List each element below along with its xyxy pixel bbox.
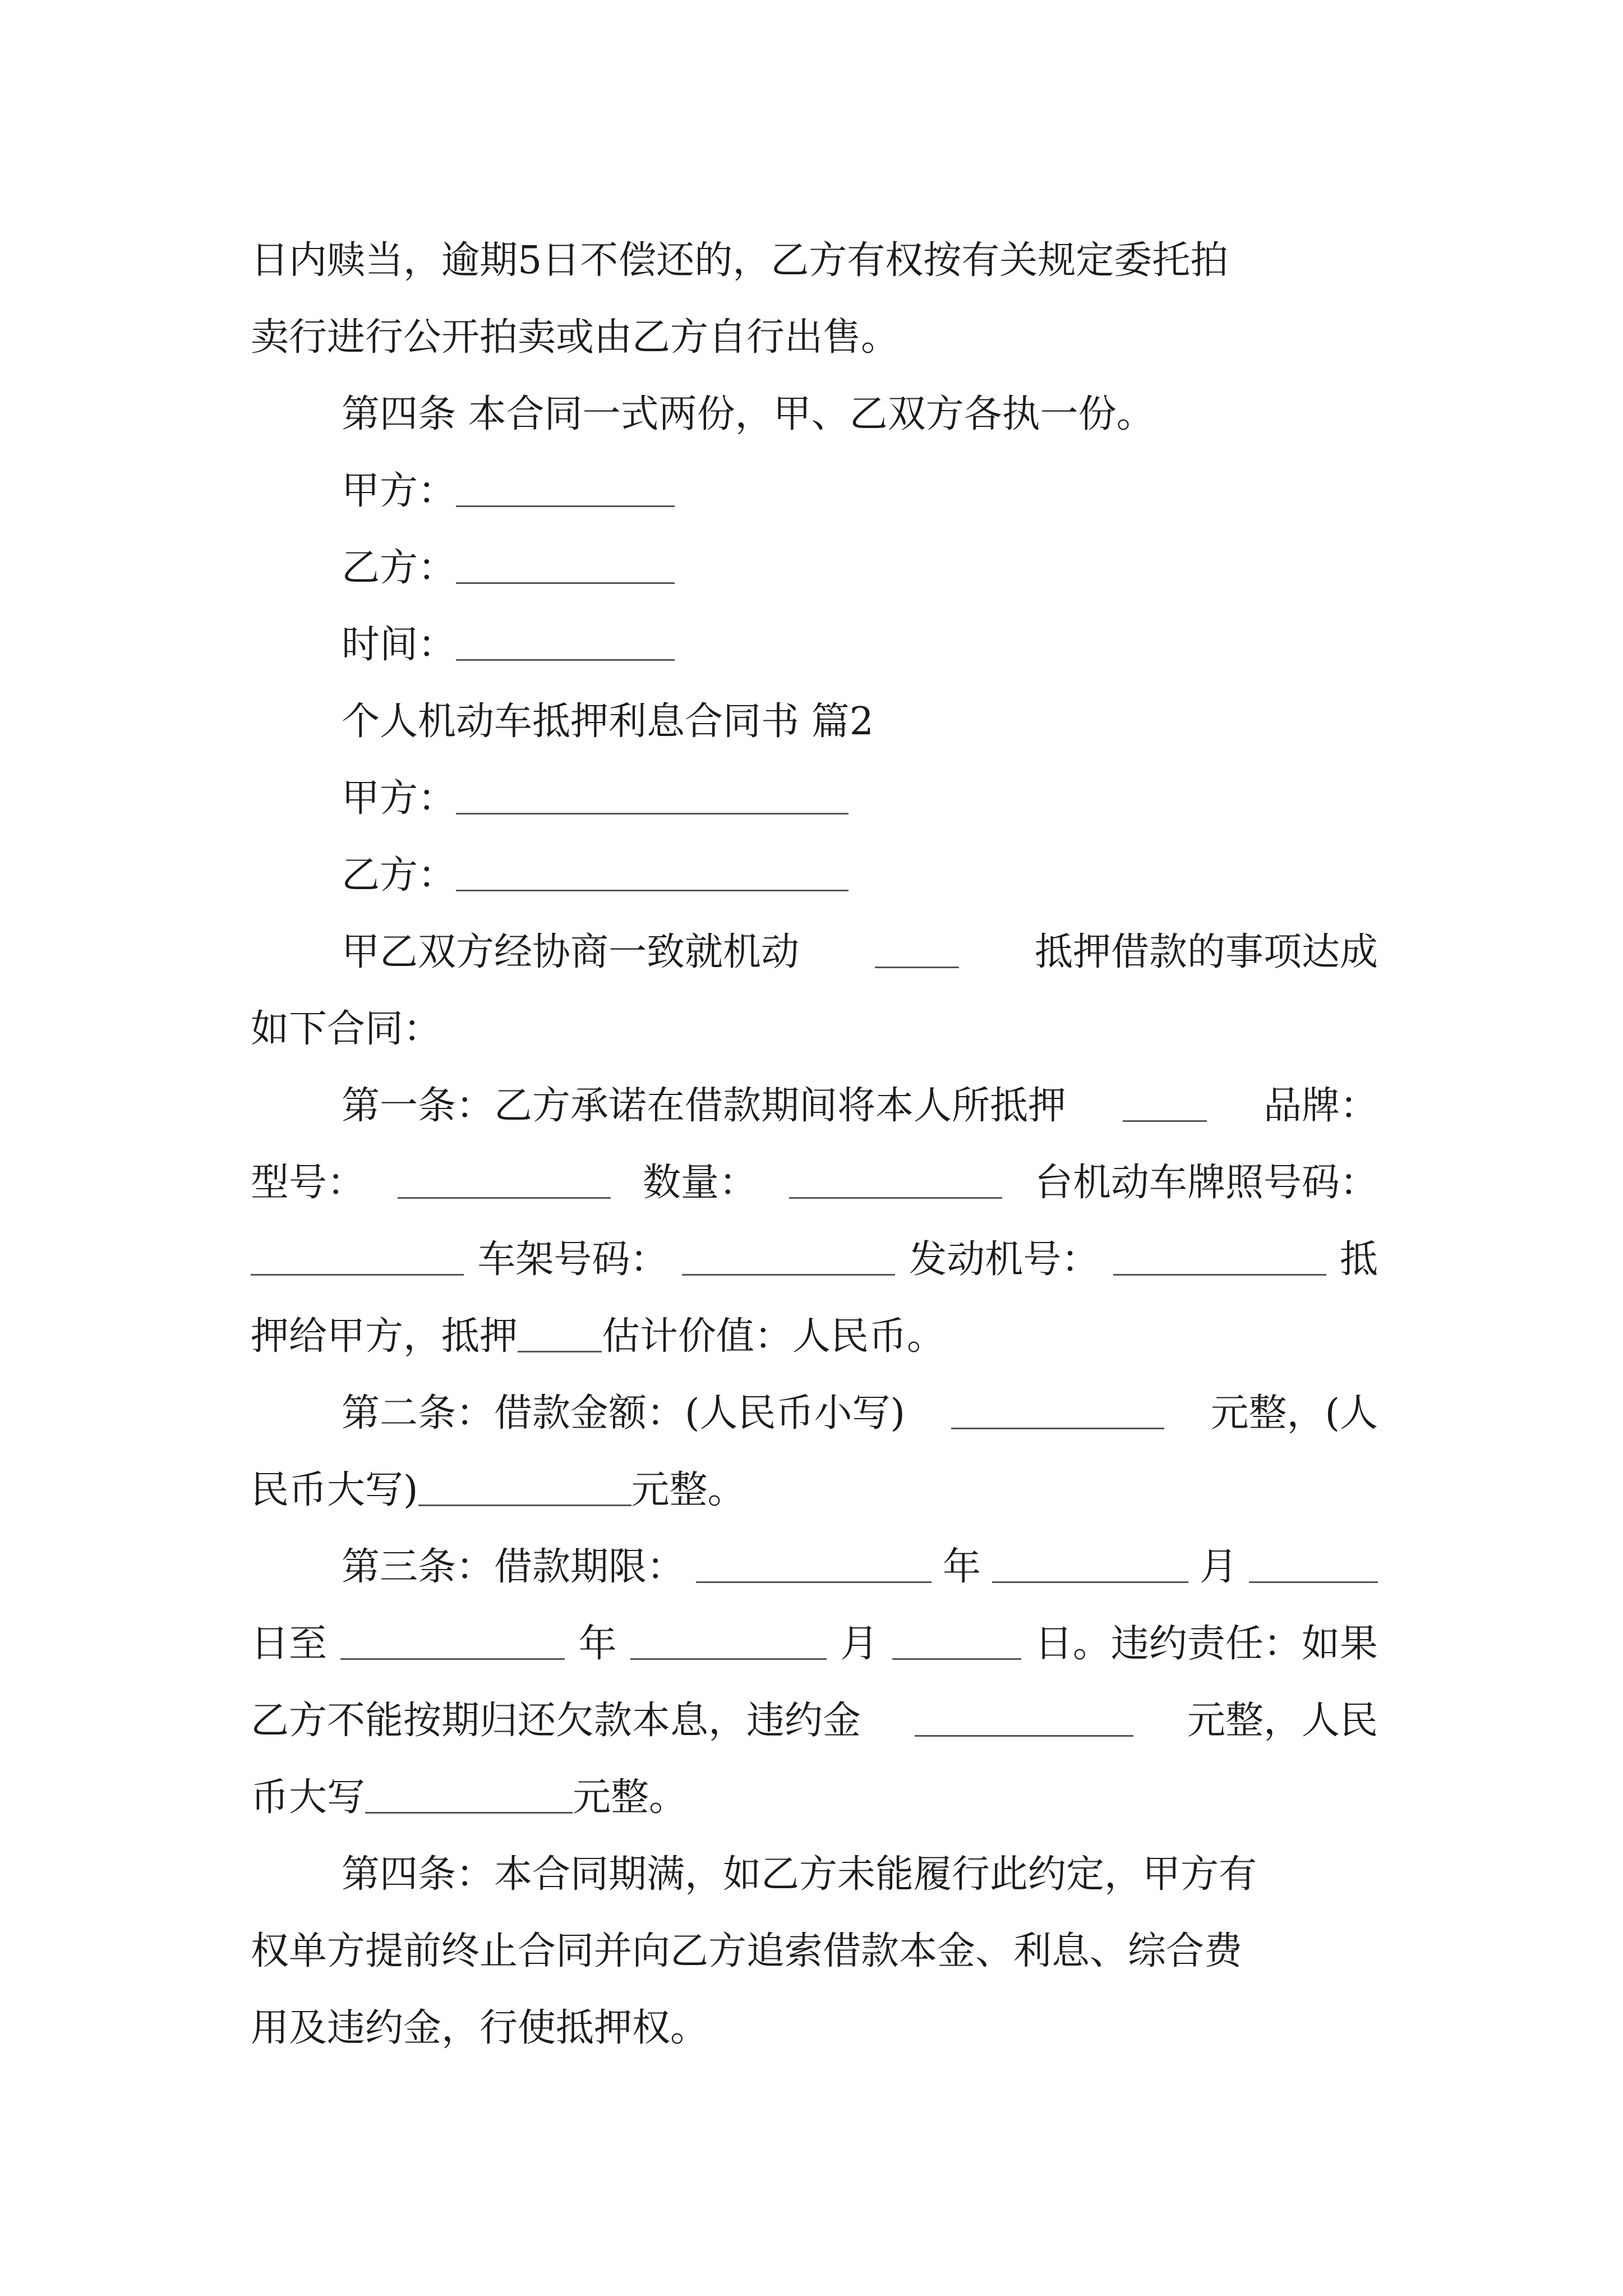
- intro-text: 甲乙双方经协商一致就机动: [342, 930, 800, 974]
- year-label: 年: [942, 1545, 981, 1589]
- intro-text: 如下合同：: [251, 1007, 442, 1051]
- month-label: 月: [1199, 1545, 1238, 1589]
- plate-label: 台机动车牌照号码：: [1034, 1161, 1378, 1205]
- vehicle-blank: [875, 966, 959, 968]
- engine-label: 发动机号：: [909, 1237, 1100, 1282]
- party-a-label: 甲方：: [342, 469, 457, 513]
- article-3-text: 币大写: [251, 1775, 366, 1820]
- article-1-text: 第一条：乙方承诺在借款期间将本人所抵押: [342, 1084, 1067, 1128]
- section-title: [251, 669, 1378, 746]
- end-month-blank: [630, 1658, 827, 1660]
- engine-blank: [1113, 1273, 1326, 1276]
- article-1-line: [251, 1283, 1378, 1360]
- year-label: 年: [578, 1622, 617, 1666]
- start-day-blank: [1249, 1581, 1378, 1583]
- article-1-line: [251, 1207, 1378, 1283]
- article-2-line: [251, 1437, 1378, 1514]
- article-4-text: 用及违约金，行使抵押权。: [251, 2006, 709, 2050]
- quantity-blank: [789, 1197, 1002, 1199]
- quantity-label: 数量：: [642, 1161, 757, 1205]
- amount-capital-blank: [418, 1504, 631, 1506]
- frame-blank: [682, 1273, 895, 1276]
- party-b-blank: [456, 582, 675, 584]
- article-2-text: 第二条：借款金额：(人民币小写): [342, 1391, 906, 1435]
- party-b-label: 乙方：: [342, 853, 457, 898]
- article-3-text: 元整，人民: [1187, 1699, 1378, 1743]
- model-label: 型号：: [251, 1161, 366, 1205]
- article-4-line: [251, 1821, 1378, 1898]
- article-4-text: 权单方提前终止合同并向乙方追索借款本金、利息、综合费: [251, 1929, 1243, 1973]
- article-four-line: 第四条 本合同一式两份，甲、乙双方各执一份。: [342, 392, 1155, 436]
- article-3-line: [251, 1591, 1378, 1668]
- article-4-text: 第四条：本合同期满，如乙方未能履行此约定，甲方有: [342, 1852, 1257, 1897]
- article-4-line: [251, 1975, 1378, 2052]
- month-label: 月: [840, 1622, 879, 1666]
- signature-party-b: [251, 515, 1378, 592]
- signature-time: [251, 592, 1378, 669]
- brand-label: 品牌：: [1263, 1084, 1378, 1128]
- article-4-line: [251, 1898, 1378, 1975]
- start-year-blank: [696, 1581, 932, 1583]
- article-1-line: [251, 1130, 1378, 1207]
- intro-line: [251, 976, 1378, 1053]
- penalty-blank: [915, 1734, 1133, 1737]
- start-month-blank: [992, 1581, 1188, 1583]
- paragraph-line: [251, 284, 1378, 361]
- time-blank: [456, 659, 675, 661]
- party-b-label: 乙方：: [342, 546, 457, 590]
- section2-party-a: [251, 746, 1378, 822]
- text-line: 日内赎当，逾期5日不偿还的，乙方有权按有关规定委托拍: [251, 238, 1229, 283]
- item-blank: [518, 1350, 602, 1352]
- article-1-text: 押给甲方，抵押: [251, 1314, 518, 1359]
- item-blank: [1123, 1120, 1207, 1122]
- article-3-text: 元整。: [573, 1775, 688, 1820]
- article-1-text: 抵: [1339, 1237, 1378, 1282]
- frame-label: 车架号码：: [477, 1237, 668, 1282]
- section-2-title: 个人机动车抵押利息合同书 篇2: [342, 700, 874, 744]
- signature-party-a: [251, 438, 1378, 515]
- article-3-text: 第三条：借款期限：: [342, 1545, 685, 1589]
- plate-blank: [251, 1273, 464, 1276]
- party-a-blank: [456, 812, 849, 815]
- paragraph-line: [251, 361, 1378, 438]
- article-2-text: 元整，(人: [1210, 1391, 1378, 1435]
- end-year-blank: [340, 1658, 565, 1660]
- time-label: 时间：: [342, 623, 457, 667]
- model-blank: [398, 1197, 611, 1199]
- article-2-line: [251, 1360, 1378, 1437]
- article-3-text: 日。违约责任：如果: [1034, 1622, 1378, 1666]
- section2-party-b: [251, 822, 1378, 899]
- document-body: [251, 208, 1378, 2052]
- amount-small-blank: [951, 1427, 1164, 1429]
- article-3-line: [251, 1514, 1378, 1591]
- article-3-text: 日至: [251, 1622, 328, 1666]
- article-3-line: [251, 1668, 1378, 1745]
- intro-line: [251, 899, 1378, 976]
- party-b-blank: [456, 889, 849, 891]
- end-day-blank: [892, 1658, 1021, 1660]
- text-line: 卖行进行公开拍卖或由乙方自行出售。: [251, 315, 900, 360]
- party-a-label: 甲方：: [342, 776, 457, 821]
- penalty-capital-blank: [365, 1811, 573, 1814]
- article-1-text: 估计价值：人民币。: [602, 1314, 946, 1359]
- party-a-blank: [456, 505, 675, 507]
- article-2-text: 民币大写): [251, 1468, 418, 1512]
- article-2-text: 元整。: [631, 1468, 746, 1512]
- article-3-line: [251, 1745, 1378, 1821]
- article-1-line: [251, 1053, 1378, 1130]
- article-3-text: 乙方不能按期归还欠款本息，违约金: [251, 1699, 861, 1743]
- intro-text: 抵押借款的事项达成: [1034, 930, 1378, 974]
- paragraph-line: [251, 208, 1378, 284]
